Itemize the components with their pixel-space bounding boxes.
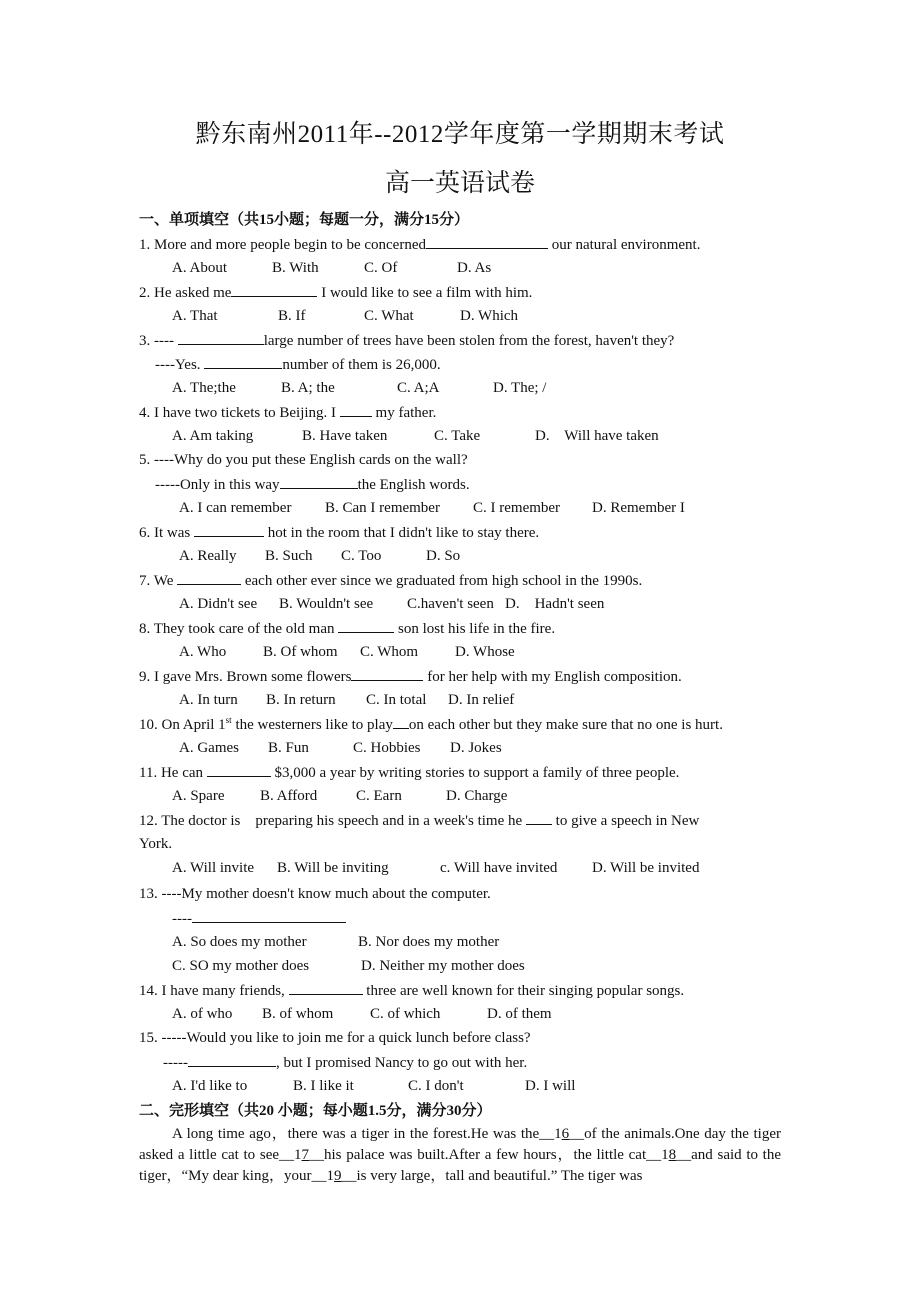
- option-c: C. Hobbies: [353, 740, 421, 756]
- option-a: A. Will invite: [172, 860, 255, 876]
- option-b: B. Such: [265, 548, 313, 564]
- question-12-continued: York.: [139, 836, 173, 852]
- option-a: A. Am taking: [172, 428, 254, 444]
- option-b: B. Can I remember: [325, 500, 440, 516]
- option-c: C. Whom: [360, 644, 419, 660]
- section-heading-single-choice: 一、单项填空（共15小题；每题一分，满分15分）: [139, 212, 470, 228]
- option-a: A. So does my mother: [172, 934, 307, 950]
- question-8: 8. They took care of the old man son lost his life in the fire.: [139, 618, 555, 639]
- option-a: A. of who: [172, 1006, 233, 1022]
- option-d: D. of them: [487, 1006, 552, 1022]
- question-9: 9. I gave Mrs. Brown some flowers for her help with my English composition.: [139, 666, 682, 687]
- question-4: 4. I have two tickets to Beijing. I my father.: [139, 402, 436, 423]
- answer-blank: [231, 282, 317, 297]
- question-10: 10. On April 1st the westerners like to play on each other but they make sure that no one is hurt.: [139, 715, 723, 733]
- option-d: D. Will have taken: [535, 428, 659, 444]
- option-b: B. Nor does my mother: [358, 934, 500, 950]
- question-13-reply: ----: [172, 908, 346, 929]
- option-b: B. Of whom: [263, 644, 338, 660]
- question-5: 5. ----Why do you put these English cards on the wall?: [139, 452, 468, 468]
- option-a: A. In turn: [179, 692, 238, 708]
- question-15: 15. -----Would you like to join me for a quick lunch before class?: [139, 1030, 531, 1046]
- question-1: 1. More and more people begin to be concerned our natural environment.: [139, 234, 700, 255]
- answer-blank: [280, 474, 358, 489]
- answer-blank: [207, 762, 271, 777]
- answer-blank: [177, 570, 241, 585]
- exam-subtitle: 高一英语试卷: [384, 170, 535, 197]
- question-11: 11. He can $3,000 a year by writing stories to support a family of three people.: [139, 762, 679, 783]
- option-c: C. of which: [370, 1006, 441, 1022]
- question-6: 6. It was hot in the room that I didn't like to stay there.: [139, 522, 539, 543]
- option-c: C. A;A: [397, 380, 440, 396]
- option-b: B. I like it: [293, 1078, 354, 1094]
- section-heading-cloze: 二、完形填空（共20 小题；每小题1.5分，满分30分）: [139, 1103, 492, 1119]
- option-d: D. Hadn't seen: [505, 596, 605, 612]
- option-c: C. In total: [366, 692, 427, 708]
- question-14: 14. I have many friends, three are well known for their singing popular songs.: [139, 980, 684, 1001]
- option-c: C. Earn: [356, 788, 402, 804]
- question-3: 3. ---- large number of trees have been stolen from the forest, haven't they?: [139, 330, 674, 351]
- option-a: A. About: [172, 260, 228, 276]
- option-d: D. Which: [460, 308, 519, 324]
- option-d: D. As: [457, 260, 492, 276]
- question-13: 13. ----My mother doesn't know much about the computer.: [139, 886, 491, 902]
- option-b: B. Will be inviting: [277, 860, 389, 876]
- option-a: A. I can remember: [179, 500, 292, 516]
- cloze-passage: A long time ago，there was a tiger in the forest.He was the__16__of the animals.One day the tiger asked a little cat to see__17__his palace was built.After a few hours，the little cat__18__and said to the tiger，“My dear king，your__19__is very large，tall and beautiful.” The tiger was: [139, 1126, 782, 1184]
- option-d: D. The; /: [493, 380, 547, 396]
- answer-blank: [426, 234, 548, 249]
- answer-blank: [351, 666, 423, 681]
- answer-blank: [204, 354, 282, 369]
- question-3-reply: ----Yes. number of them is 26,000.: [155, 354, 441, 375]
- option-d: D. Whose: [455, 644, 515, 660]
- answer-blank: [188, 1052, 276, 1067]
- question-5-reply: -----Only in this way the English words.: [155, 474, 470, 495]
- option-d: D. I will: [525, 1078, 576, 1094]
- option-a: A. Didn't see: [179, 596, 258, 612]
- option-b: B. of whom: [262, 1006, 334, 1022]
- answer-blank: [194, 522, 264, 537]
- answer-blank: [178, 330, 264, 345]
- option-b: B. Have taken: [302, 428, 388, 444]
- option-c: c. Will have invited: [440, 860, 558, 876]
- question-7: 7. We each other ever since we graduated from high school in the 1990s.: [139, 570, 642, 591]
- option-a: A. I'd like to: [172, 1078, 248, 1094]
- option-b: B. Wouldn't see: [279, 596, 374, 612]
- answer-blank: [192, 908, 346, 923]
- option-a: A. The;the: [172, 380, 236, 396]
- option-b: B. In return: [266, 692, 336, 708]
- option-c: C. I remember: [473, 500, 561, 516]
- question-2: 2. He asked me I would like to see a film with him.: [139, 282, 532, 303]
- option-c: C. Take: [434, 428, 481, 444]
- option-b: B. With: [272, 260, 319, 276]
- option-c: C. What: [364, 308, 414, 324]
- answer-blank: [526, 810, 552, 825]
- option-a: A. Games: [179, 740, 239, 756]
- option-d: D. So: [426, 548, 461, 564]
- answer-blank: [393, 714, 409, 729]
- option-d: D. Charge: [446, 788, 508, 804]
- option-c: C. I don't: [408, 1078, 464, 1094]
- option-c: C. Too: [341, 548, 382, 564]
- option-c: C. SO my mother does: [172, 958, 310, 974]
- option-b: B. Afford: [260, 788, 318, 804]
- question-15-reply: ----- , but I promised Nancy to go out with her.: [163, 1052, 527, 1073]
- option-a: A. That: [172, 308, 218, 324]
- option-d: D. In relief: [448, 692, 515, 708]
- option-a: A. Really: [179, 548, 237, 564]
- option-d: D. Will be invited: [592, 860, 700, 876]
- option-c: C.haven't seen: [407, 596, 494, 612]
- option-b: B. Fun: [268, 740, 309, 756]
- answer-blank: [338, 618, 394, 633]
- option-a: A. Who: [179, 644, 227, 660]
- option-b: B. If: [278, 308, 306, 324]
- option-a: A. Spare: [172, 788, 225, 804]
- answer-blank: [289, 980, 363, 995]
- exam-title: 黔东南州2011年--2012学年度第一学期期末考试: [195, 121, 725, 148]
- option-d: D. Jokes: [450, 740, 502, 756]
- answer-blank: [340, 402, 372, 417]
- question-12: 12. The doctor is preparing his speech and in a week's time he to give a speech in New: [139, 810, 699, 831]
- option-c: C. Of: [364, 260, 398, 276]
- option-d: D. Remember I: [592, 500, 685, 516]
- option-b: B. A; the: [281, 380, 335, 396]
- option-d: D. Neither my mother does: [361, 958, 525, 974]
